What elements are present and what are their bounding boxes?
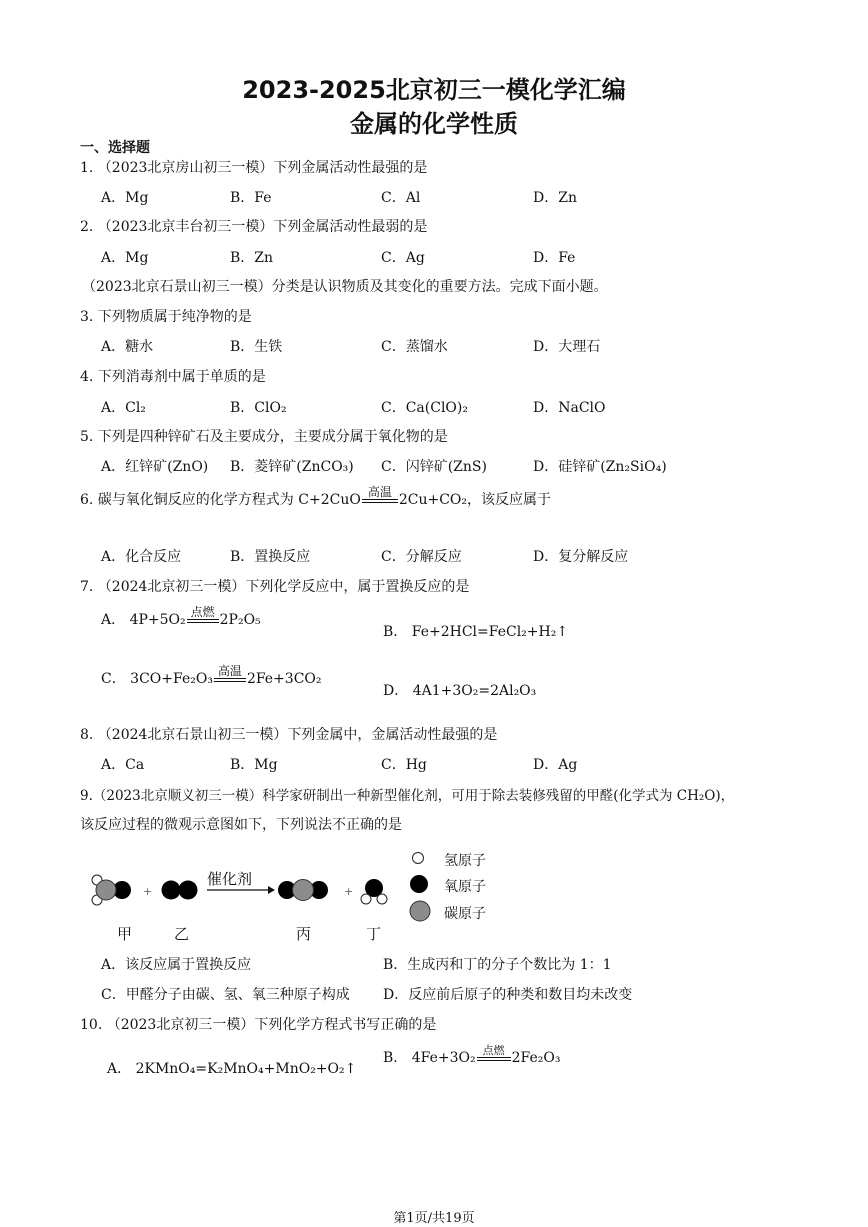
question-4-option-c: C．Ca(ClO)₂ (381, 400, 468, 416)
document-title: 2023-2025北京初三一模化学汇编 (242, 76, 626, 104)
question-10-stem: 10. （2023北京初三一模）下列化学方程式书写正确的是 (80, 1017, 437, 1033)
molecule-carbon-dioxide (278, 880, 328, 901)
question-8-option-c: C．Hg (381, 757, 427, 773)
question-6-stem (80, 486, 551, 508)
question-3-option-c: C．蒸馏水 (381, 339, 448, 355)
question-9-option-d: D．反应前后原子的种类和数目均未改变 (383, 987, 633, 1003)
condition-label: 高温 (367, 485, 392, 499)
question-2-option-b: B．Zn (230, 250, 274, 266)
condition-label: 高温 (217, 664, 242, 678)
question-8-option-d: D．Ag (533, 757, 578, 773)
group-intro: （2023北京石景山初三一模）分类是认识物质及其变化的重要方法。完成下面小题。 (82, 279, 608, 295)
question-6-option-d: D．复分解反应 (533, 549, 629, 565)
equation-reactants: 3CO+Fe₂O₃ (130, 671, 213, 687)
question-1-option-c: C．Al (381, 190, 421, 206)
question-3-option-a: A．糖水 (101, 339, 154, 355)
equation: Fe+2HCl=FeCl₂+H₂↑ (411, 624, 569, 640)
legend-oxygen-label: 氧原子 (444, 879, 486, 895)
reaction-condition (187, 606, 219, 628)
reaction-condition (362, 486, 398, 508)
question-4-stem: 4. 下列消毒剂中属于单质的是 (80, 369, 266, 385)
option-label: C． (101, 671, 126, 687)
equation-reactants: 4Fe+3O₂ (411, 1050, 476, 1066)
question-6-stem-pre: 6. 碳与氧化铜反应的化学方程式为 C+2CuO (80, 492, 361, 508)
catalyst-label: 催化剂 (207, 870, 253, 888)
question-5-option-b: B．菱锌矿(ZnCO₃) (230, 459, 354, 475)
question-10-option-b (383, 1044, 560, 1066)
question-6-option-a: A．化合反应 (101, 549, 182, 565)
equation: 2KMnO₄=K₂MnO₄+MnO₂+O₂↑ (135, 1061, 357, 1077)
question-1-stem: 1. （2023北京房山初三一模）下列金属活动性最强的是 (80, 160, 428, 176)
option-label: B． (383, 1050, 408, 1066)
molecule-formaldehyde (92, 875, 131, 905)
question-8-stem: 8. （2024北京石景山初三一模）下列金属中，金属活动性最强的是 (80, 727, 498, 743)
option-label: A． (101, 612, 126, 628)
diagram-legend (410, 853, 430, 922)
reaction-condition (214, 665, 246, 687)
document-subtitle: 金属的化学性质 (350, 110, 518, 138)
oxygen-atom-icon (410, 875, 428, 893)
label-bing: 丙 (296, 925, 312, 943)
equals-sign (214, 678, 246, 682)
question-5-stem: 5. 下列是四种锌矿石及主要成分，主要成分属于氧化物的是 (80, 429, 448, 445)
option-label: B． (383, 624, 408, 640)
equation-reactants: 4P+5O₂ (129, 612, 186, 628)
question-6-stem-post: 2Cu+CO₂，该反应属于 (398, 492, 551, 508)
question-10-option-a (107, 1058, 356, 1078)
question-9-stem-line-1: 9.（2023北京顺义初三一模）科学家研制出一种新型催化剂，可用于除去装修残留的甲醛(化学式为 CH₂O)， (80, 788, 735, 804)
reaction-diagram (80, 846, 500, 946)
equation-products: 2Fe₂O₃ (511, 1050, 561, 1066)
question-1-option-b: B．Fe (230, 190, 272, 206)
question-9-option-a: A．该反应属于置换反应 (101, 957, 252, 973)
equals-sign (477, 1057, 511, 1061)
question-8-option-b: B．Mg (230, 757, 278, 773)
question-9-stem-line-2: 该反应过程的微观示意图如下，下列说法不正确的是 (80, 817, 402, 833)
hydrogen-atom-icon (413, 853, 424, 864)
option-label: D． (383, 683, 409, 699)
question-6-option-b: B．置换反应 (230, 549, 311, 565)
question-4-option-a: A．Cl₂ (101, 400, 146, 416)
section-heading: 一、选择题 (80, 140, 150, 156)
molecule-oxygen (162, 881, 198, 900)
question-5-option-c: C．闪锌矿(ZnS) (381, 459, 487, 475)
equals-sign (187, 619, 219, 623)
question-4-option-b: B．ClO₂ (230, 400, 287, 416)
label-ding: 丁 (366, 925, 382, 943)
equation-products: 2Fe+3CO₂ (246, 671, 322, 687)
question-2-option-c: C．Ag (381, 250, 425, 266)
page-footer: 第1页/共19页 (393, 1211, 475, 1226)
question-9-option-b: B．生成丙和丁的分子个数比为 1：1 (383, 957, 612, 973)
label-yi: 乙 (174, 925, 190, 943)
carbon-atom-icon (410, 901, 430, 921)
question-7-option-c (101, 665, 322, 687)
question-3-option-d: D．大理石 (533, 339, 601, 355)
molecule-water (361, 879, 387, 904)
question-2-stem: 2. （2023北京丰台初三一模）下列金属活动性最弱的是 (80, 219, 428, 235)
question-2-option-a: A．Mg (101, 250, 149, 266)
question-5-option-d: D．硅锌矿(Zn₂SiO₄) (533, 459, 667, 475)
question-1-option-a: A．Mg (101, 190, 149, 206)
legend-hydrogen-label: 氢原子 (444, 853, 486, 869)
question-7-option-d (383, 680, 536, 700)
question-6-option-c: C．分解反应 (381, 549, 462, 565)
question-4-option-d: D．NaClO (533, 400, 606, 416)
reaction-condition (477, 1044, 511, 1066)
legend-carbon-label: 碳原子 (444, 906, 486, 922)
question-1-option-d: D．Zn (533, 190, 577, 206)
question-5-option-a: A．红锌矿(ZnO) (101, 459, 209, 475)
question-3-option-b: B．生铁 (230, 339, 283, 355)
option-label: A． (107, 1061, 132, 1077)
question-3-stem: 3. 下列物质属于纯净物的是 (80, 309, 252, 325)
label-jia: 甲 (117, 925, 133, 943)
condition-label: 点燃 (190, 605, 215, 619)
equation-products: 2P₂O₅ (219, 612, 261, 628)
question-2-option-d: D．Fe (533, 250, 576, 266)
plus-sign: + (143, 885, 153, 898)
equals-sign (362, 499, 398, 503)
plus-sign: + (344, 885, 354, 898)
condition-label: 点燃 (482, 1044, 505, 1057)
question-7-option-a (101, 606, 261, 628)
question-7-option-b (383, 621, 568, 641)
question-7-stem: 7. （2024北京初三一模）下列化学反应中，属于置换反应的是 (80, 579, 470, 595)
question-8-option-a: A．Ca (101, 757, 145, 773)
equation: 4A1+3O₂=2Al₂O₃ (412, 683, 537, 699)
question-9-option-c: C．甲醛分子由碳、氢、氧三种原子构成 (101, 987, 350, 1003)
